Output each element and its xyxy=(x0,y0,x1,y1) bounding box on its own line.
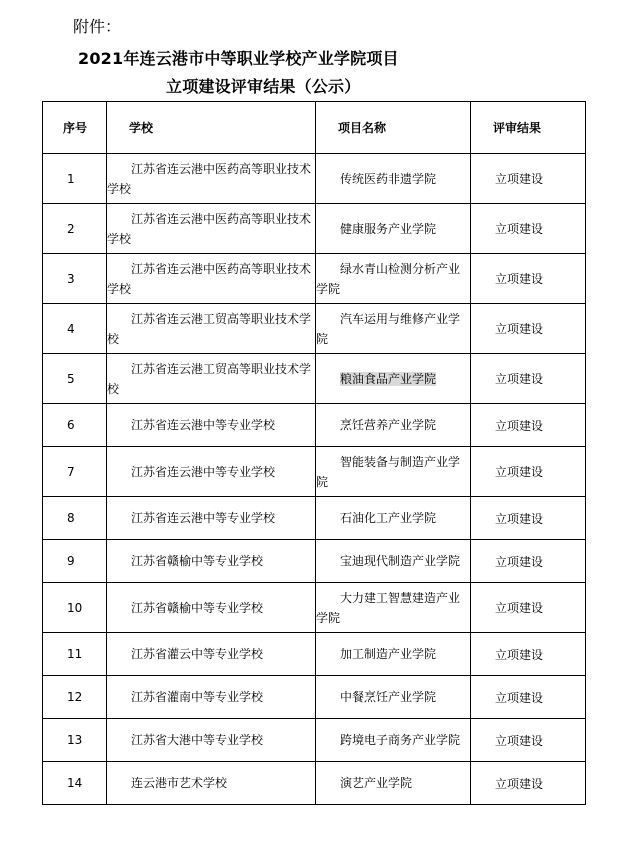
table-row xyxy=(43,497,586,540)
table-row xyxy=(43,762,586,805)
project-name: 智能装备与制造产业学院 xyxy=(316,454,461,489)
project-cell xyxy=(316,762,471,805)
school-name: 江苏省赣榆中等专业学校 xyxy=(131,554,264,568)
result-cell: 立项建设 xyxy=(471,447,586,497)
project-name: 传统医药非遗学院 xyxy=(340,171,437,186)
school-name: 江苏省连云港中医药高等职业技术学校 xyxy=(107,161,312,196)
project-cell xyxy=(316,304,471,354)
school-name: 江苏省连云港中等专业学校 xyxy=(131,511,276,525)
result-cell: 立项建设 xyxy=(471,304,586,354)
row-number: 5 xyxy=(43,354,107,404)
row-number: 9 xyxy=(43,540,107,583)
project-cell xyxy=(316,719,471,762)
table-row xyxy=(43,404,586,447)
attachment-label: 附件： xyxy=(73,17,122,36)
project-name: 宝迪现代制造产业学院 xyxy=(340,554,461,568)
project-cell xyxy=(316,154,471,204)
row-number: 1 xyxy=(43,154,107,204)
school-cell xyxy=(107,762,316,805)
result-cell: 立项建设 xyxy=(471,540,586,583)
project-cell xyxy=(316,404,471,447)
school-cell xyxy=(107,254,316,304)
school-cell xyxy=(107,354,316,404)
result-cell: 立项建设 xyxy=(471,154,586,204)
project-name: 加工制造产业学院 xyxy=(340,647,437,661)
table-row xyxy=(43,254,586,304)
result-cell: 立项建设 xyxy=(471,719,586,762)
table-row xyxy=(43,304,586,354)
school-cell xyxy=(107,719,316,762)
result-cell: 立项建设 xyxy=(471,633,586,676)
project-name: 跨境电子商务产业学院 xyxy=(340,733,461,747)
table-row xyxy=(43,583,586,633)
row-number: 14 xyxy=(43,762,107,805)
school-cell xyxy=(107,583,316,633)
project-name xyxy=(316,369,470,389)
project-cell xyxy=(316,676,471,719)
project-name: 绿水青山检测分析产业学院 xyxy=(316,261,461,296)
school-name: 江苏省赣榆中等专业学校 xyxy=(131,600,264,615)
result-cell: 立项建设 xyxy=(471,497,586,540)
table-row xyxy=(43,719,586,762)
project-name: 烹饪营养产业学院 xyxy=(340,418,437,432)
page-title: 2021年连云港市中等职业学校产业学院项目 xyxy=(78,49,399,68)
row-number: 8 xyxy=(43,497,107,540)
project-name: 汽车运用与维修产业学院 xyxy=(316,311,461,346)
school-cell xyxy=(107,204,316,254)
row-number: 13 xyxy=(43,719,107,762)
school-cell xyxy=(107,633,316,676)
school-cell xyxy=(107,676,316,719)
project-cell xyxy=(316,633,471,676)
result-cell: 立项建设 xyxy=(471,254,586,304)
school-name: 江苏省大港中等专业学校 xyxy=(131,733,264,747)
school-name: 江苏省连云港中等专业学校 xyxy=(131,464,276,479)
table-row xyxy=(43,447,586,497)
table-header-row xyxy=(43,102,586,154)
result-cell: 立项建设 xyxy=(471,204,586,254)
school-name: 江苏省连云港工贸高等职业技术学校 xyxy=(107,361,312,396)
school-cell xyxy=(107,304,316,354)
project-cell xyxy=(316,254,471,304)
table-row xyxy=(43,354,586,404)
project-name: 演艺产业学院 xyxy=(340,776,413,790)
result-cell: 立项建设 xyxy=(471,354,586,404)
table-row xyxy=(43,154,586,204)
row-number: 3 xyxy=(43,254,107,304)
school-name: 江苏省灌云中等专业学校 xyxy=(131,647,264,661)
school-name: 连云港市艺术学校 xyxy=(131,776,228,790)
school-name: 江苏省连云港中等专业学校 xyxy=(131,418,276,432)
project-cell xyxy=(316,497,471,540)
school-cell xyxy=(107,154,316,204)
school-cell xyxy=(107,404,316,447)
row-number: 2 xyxy=(43,204,107,254)
column-header-project: 项目名称 xyxy=(316,102,471,154)
project-cell xyxy=(316,204,471,254)
row-number: 10 xyxy=(43,583,107,633)
table-row xyxy=(43,676,586,719)
table-row xyxy=(43,540,586,583)
school-name: 江苏省连云港中医药高等职业技术学校 xyxy=(107,261,312,296)
result-cell: 立项建设 xyxy=(471,404,586,447)
table-row xyxy=(43,204,586,254)
row-number: 12 xyxy=(43,676,107,719)
highlighted-text: 粮油食品产业学院 xyxy=(340,371,437,386)
project-name: 健康服务产业学院 xyxy=(340,221,437,236)
school-cell xyxy=(107,497,316,540)
school-name: 江苏省灌南中等专业学校 xyxy=(131,690,264,704)
result-cell: 立项建设 xyxy=(471,676,586,719)
row-number: 4 xyxy=(43,304,107,354)
result-cell: 立项建设 xyxy=(471,583,586,633)
project-cell xyxy=(316,447,471,497)
column-header-result: 评审结果 xyxy=(471,102,586,154)
project-name: 大力建工智慧建造产业学院 xyxy=(316,590,461,625)
page-subtitle: 立项建设评审结果（公示） xyxy=(166,77,361,96)
school-name: 江苏省连云港中医药高等职业技术学校 xyxy=(107,211,312,246)
row-number: 6 xyxy=(43,404,107,447)
project-name: 中餐烹饪产业学院 xyxy=(340,690,437,704)
project-cell xyxy=(316,583,471,633)
table-row xyxy=(43,633,586,676)
project-cell xyxy=(316,540,471,583)
result-cell: 立项建设 xyxy=(471,762,586,805)
row-number: 7 xyxy=(43,447,107,497)
column-header-number: 序号 xyxy=(43,102,107,154)
school-cell xyxy=(107,447,316,497)
school-name: 江苏省连云港工贸高等职业技术学校 xyxy=(107,311,312,346)
column-header-school: 学校 xyxy=(107,102,316,154)
school-cell xyxy=(107,540,316,583)
project-cell xyxy=(316,354,471,404)
row-number: 11 xyxy=(43,633,107,676)
project-name: 石油化工产业学院 xyxy=(340,511,437,525)
results-table xyxy=(42,101,586,805)
